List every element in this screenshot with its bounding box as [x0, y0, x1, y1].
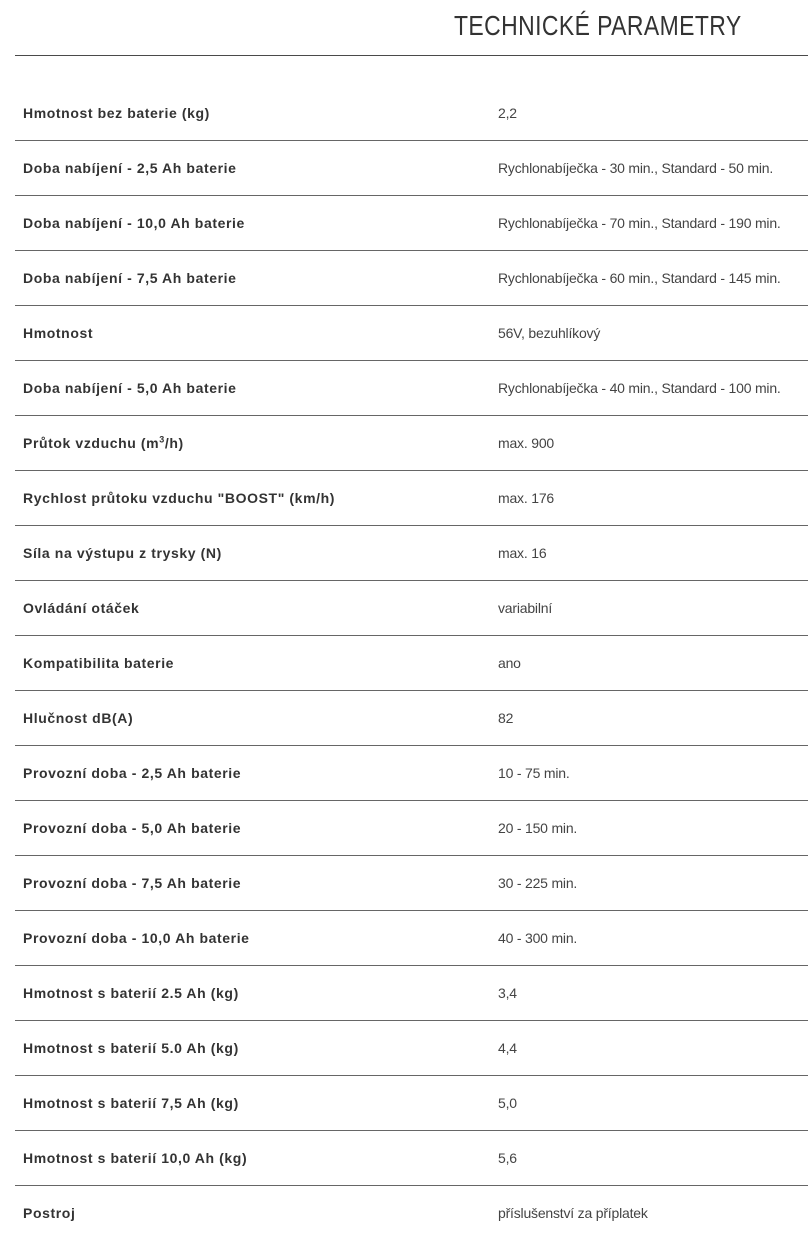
table-row [15, 86, 808, 141]
spec-label: Hmotnost s baterií 10,0 Ah (kg) [15, 1131, 498, 1186]
table-row [15, 911, 808, 966]
table-row [15, 416, 808, 471]
spec-label-superscript: 3 [159, 434, 165, 445]
spec-label-suffix: /h) [164, 435, 184, 451]
spec-label: Doba nabíjení - 10,0 Ah baterie [15, 196, 498, 251]
spec-label: Hmotnost s baterií 2.5 Ah (kg) [15, 966, 498, 1021]
table-row [15, 636, 808, 691]
spec-label: Provozní doba - 10,0 Ah baterie [15, 911, 498, 966]
spec-table [15, 86, 808, 1240]
spec-label: Hlučnost dB(A) [15, 691, 498, 746]
spec-value: Rychlonabíječka - 40 min., Standard - 100 min. [498, 361, 808, 416]
spec-label: Hmotnost s baterií 5.0 Ah (kg) [15, 1021, 498, 1076]
spec-label: Provozní doba - 7,5 Ah baterie [15, 856, 498, 911]
table-row [15, 471, 808, 526]
table-row [15, 1021, 808, 1076]
spec-label: Kompatibilita baterie [15, 636, 498, 691]
spec-label: Hmotnost bez baterie (kg) [15, 86, 498, 141]
table-row [15, 691, 808, 746]
spec-label: Hmotnost s baterií 7,5 Ah (kg) [15, 1076, 498, 1131]
table-row [15, 361, 808, 416]
table-row [15, 1186, 808, 1241]
table-row [15, 1076, 808, 1131]
spec-label: Doba nabíjení - 5,0 Ah baterie [15, 361, 498, 416]
spec-value: 4,4 [498, 1021, 808, 1076]
spec-value: 82 [498, 691, 808, 746]
spec-value: 10 - 75 min. [498, 746, 808, 801]
spec-value: ano [498, 636, 808, 691]
spec-value: Rychlonabíječka - 30 min., Standard - 50 min. [498, 141, 808, 196]
spec-label-text: Průtok vzduchu (m [23, 435, 160, 451]
spec-label: Provozní doba - 2,5 Ah baterie [15, 746, 498, 801]
spec-value: 5,6 [498, 1131, 808, 1186]
section-header [15, 0, 808, 56]
spec-label: Doba nabíjení - 7,5 Ah baterie [15, 251, 498, 306]
table-row [15, 306, 808, 361]
table-row [15, 526, 808, 581]
table-row [15, 746, 808, 801]
spec-value: 40 - 300 min. [498, 911, 808, 966]
spec-value: Rychlonabíječka - 70 min., Standard - 190 min. [498, 196, 808, 251]
spec-label: Postroj [23, 1205, 76, 1221]
table-row [15, 196, 808, 251]
spec-label-with-sup [15, 416, 498, 471]
spec-value: 20 - 150 min. [498, 801, 808, 856]
spec-label: Rychlost průtoku vzduchu "BOOST" (km/h) [15, 471, 498, 526]
spec-value: příslušenství za příplatek [498, 1205, 648, 1221]
table-row [15, 856, 808, 911]
spec-value: max. 176 [498, 471, 808, 526]
spec-label: Doba nabíjení - 2,5 Ah baterie [15, 141, 498, 196]
spec-value: Rychlonabíječka - 60 min., Standard - 145 min. [498, 251, 808, 306]
table-row [15, 1131, 808, 1186]
spec-label: Hmotnost [15, 306, 498, 361]
spec-label: Ovládání otáček [15, 581, 498, 636]
spec-value: max. 16 [498, 526, 808, 581]
table-row [15, 141, 808, 196]
spec-value: 30 - 225 min. [498, 856, 808, 911]
spec-label: Síla na výstupu z trysky (N) [15, 526, 498, 581]
spec-value: max. 900 [498, 416, 808, 471]
page-title: TECHNICKÉ PARAMETRY [454, 10, 742, 41]
spec-value: 56V, bezuhlíkový [498, 306, 808, 361]
table-row [15, 801, 808, 856]
table-row [15, 581, 808, 636]
spec-value: variabilní [498, 581, 808, 636]
spec-value: 3,4 [498, 966, 808, 1021]
table-row [15, 966, 808, 1021]
spec-value: 5,0 [498, 1076, 808, 1131]
table-row [15, 251, 808, 306]
spec-value: 2,2 [498, 86, 808, 141]
spec-label: Provozní doba - 5,0 Ah baterie [15, 801, 498, 856]
